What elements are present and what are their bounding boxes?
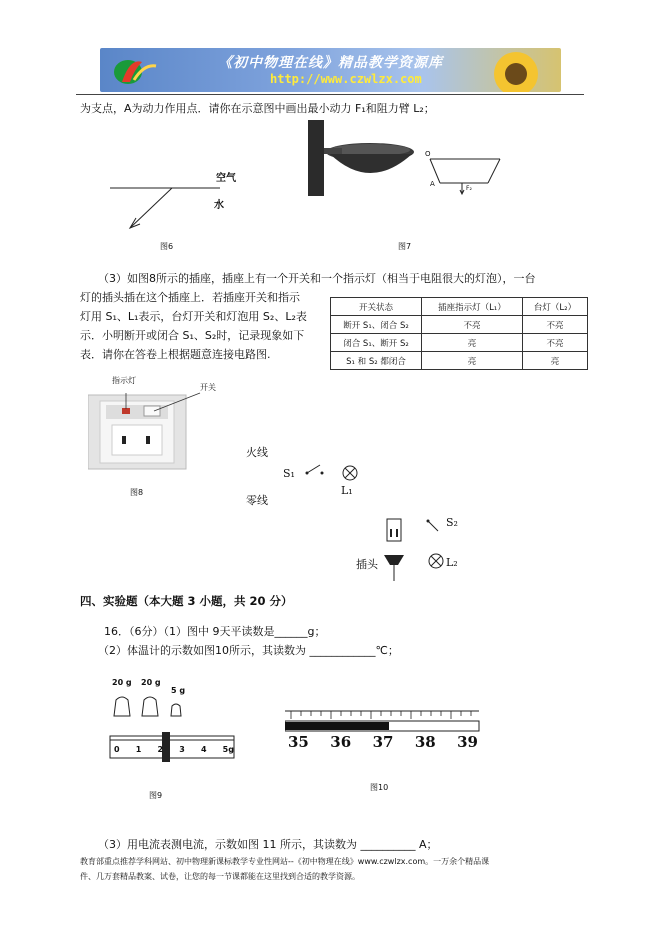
fig10-caption: 图10 — [370, 783, 389, 792]
intro-line: 为支点，A为动力作用点．请你在示意图中画出最小动力 F₁和阻力臂 L₂； — [80, 102, 435, 115]
figure-7-basin-photo — [308, 118, 418, 198]
fig6-caption: 图6 — [160, 242, 174, 251]
scale-tick: 0 — [114, 745, 120, 754]
footer-line-2: 件、几万套精品教案、试卷，让您的每一节课都能在这里找到合适的教学资源。 — [80, 872, 360, 881]
thermometer-tick: 38 — [414, 733, 436, 751]
s2-label: S₂ — [446, 516, 458, 529]
table-cell: 亮 — [422, 334, 523, 352]
live-wire-label: 火线 — [246, 446, 268, 459]
table-header: 台灯（L₂） — [523, 298, 588, 316]
q3-line-2: 灯的插头插在这个插座上．若插座开关和指示 — [80, 291, 300, 304]
scale-tick: 3 — [179, 745, 185, 754]
weight-label-3: 5 g — [171, 686, 186, 695]
q16-line-2: （2）体温计的示数如图10所示，其读数为 ____________℃； — [98, 644, 399, 657]
table-cell: 不亮 — [523, 334, 588, 352]
switch-state-table — [330, 297, 588, 370]
s1-label: S₁ — [283, 467, 295, 480]
table-header: 开关状态 — [331, 298, 422, 316]
weight-label-2: 20 g — [141, 678, 161, 687]
table-cell: 断开 S₁、闭合 S₂ — [331, 316, 422, 334]
table-row — [331, 334, 588, 352]
scale-tick: 1 — [135, 745, 142, 754]
q16-line-3: （3）用电流表测电流，示数如图 11 所示，其读数为 __________ A； — [98, 838, 438, 851]
fig8-indicator-label: 指示灯 — [112, 376, 136, 385]
table-cell: 不亮 — [523, 316, 588, 334]
table-row — [331, 352, 588, 370]
fig7-a-label: A — [430, 180, 435, 188]
table-cell: 闭合 S₁、断开 S₂ — [331, 334, 422, 352]
figure-8-socket — [88, 385, 228, 470]
fig7-caption: 图7 — [398, 242, 412, 251]
scale-tick: 5g — [222, 745, 234, 754]
l1-label: L₁ — [341, 484, 353, 497]
fig8-caption: 图8 — [130, 488, 144, 497]
banner-url[interactable]: http://www.czwlzx.com — [270, 72, 422, 86]
thermometer-tick: 39 — [457, 733, 478, 751]
table-header: 插座指示灯（L₁） — [422, 298, 523, 316]
fig9-caption: 图9 — [149, 791, 163, 800]
rider-scale-ticks — [114, 745, 234, 754]
table-cell: 不亮 — [422, 316, 523, 334]
weight-label-1: 20 g — [112, 678, 132, 687]
sunflower-icon — [486, 48, 546, 92]
scale-tick: 4 — [200, 745, 207, 754]
site-logo-icon — [108, 52, 178, 88]
q3-line-4: 示．小明断开或闭合 S₁、S₂时，记录现象如下 — [80, 329, 305, 342]
plug-label: 插头 — [356, 558, 378, 571]
fig7-f-label: F₂ — [466, 185, 472, 192]
header-banner — [100, 48, 561, 92]
page-footer — [80, 854, 600, 884]
thermometer-tick: 35 — [288, 733, 309, 751]
table-cell: 亮 — [523, 352, 588, 370]
table-cell: S₁ 和 S₂ 都闭合 — [331, 352, 422, 370]
q3-line-5: 表．请你在答卷上根据题意连接电路图. — [80, 348, 271, 361]
fig6-water-label: 水 — [214, 200, 224, 211]
scale-tick: 2 — [157, 745, 164, 754]
l2-label: L₂ — [446, 556, 458, 569]
banner-title: 《初中物理在线》精品教学资源库 — [218, 55, 443, 71]
table-cell: 亮 — [422, 352, 523, 370]
table-header-row — [331, 298, 588, 316]
q3-line-1: （3）如图8所示的插座，插座上有一个开关和一个指示灯（相当于电阻很大的灯泡），一台 — [98, 272, 536, 285]
thermometer-tick: 37 — [372, 733, 394, 751]
section-4-heading: 四、实验题（本大题 3 小题，共 20 分） — [80, 594, 293, 608]
fig8-switch-label: 开关 — [200, 383, 216, 392]
fig6-air-label: 空气 — [216, 173, 236, 184]
q3-line-3: 灯用 S₁、L₁表示，台灯开关和灯泡用 S₂、L₂表 — [80, 310, 307, 323]
neutral-wire-label: 零线 — [246, 494, 268, 507]
thermometer-ticks — [288, 733, 478, 751]
fig7-o-label: O — [425, 150, 431, 158]
footer-line-1: 教育部重点推荐学科网站、初中物理新课标教学专业性网站--《初中物理在线》www.czwlzx.com。一万余个精品课 — [80, 857, 490, 866]
q16-line-1: 16．（6分）（1）图中 9天平读数是______g； — [104, 625, 326, 638]
thermometer-tick: 36 — [330, 733, 352, 751]
table-row — [331, 316, 588, 334]
header-rule — [76, 94, 584, 95]
